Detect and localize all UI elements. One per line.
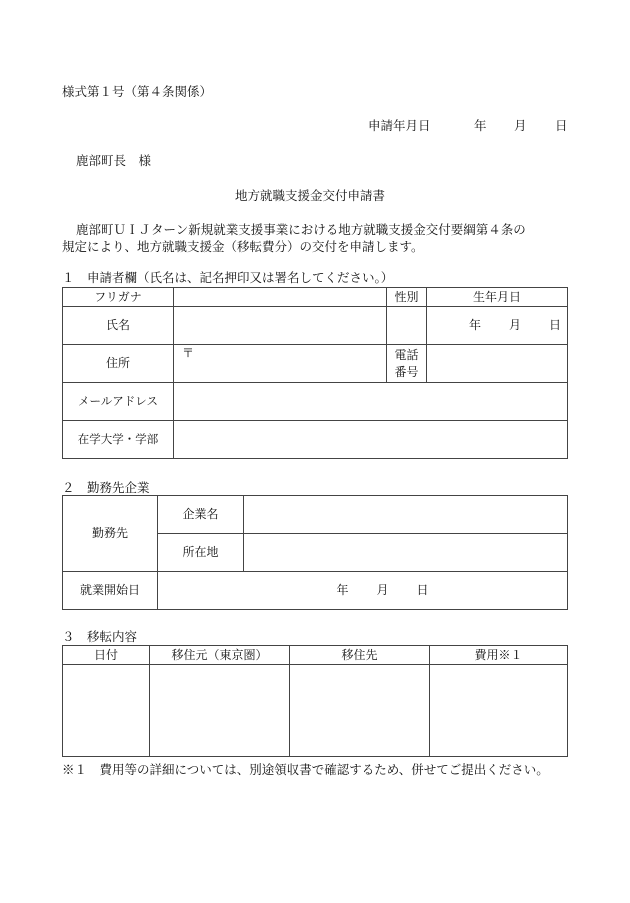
- column-header: 移住先: [290, 646, 430, 665]
- start-month: 月: [376, 583, 389, 598]
- start-date-field[interactable]: [158, 572, 568, 610]
- addressee: 鹿部町長 様: [76, 153, 152, 168]
- date-field[interactable]: [63, 665, 150, 757]
- footnote: ※１ 費用等の詳細については、別途領収書で確認するため、併せてご提出ください。: [62, 762, 549, 777]
- application-date-month: 月: [514, 118, 527, 133]
- document-title: 地方就職支援金交付申請書: [235, 188, 386, 203]
- relocation-table: [62, 645, 568, 757]
- form-number: 様式第１号（第４条関係）: [62, 84, 213, 99]
- section1-heading: １ 申請者欄（氏名は、記名押印又は署名してください。）: [62, 270, 394, 285]
- address-field[interactable]: [174, 345, 387, 383]
- intro-line-2: 規定により、地方就職支援金（移転費分）の交付を申請します。: [62, 239, 424, 254]
- phone-label-line1: 電話: [394, 348, 419, 363]
- application-date-day: 日: [555, 118, 568, 133]
- postal-mark: 〒: [182, 346, 195, 360]
- gender-field[interactable]: [387, 307, 427, 345]
- application-date-year: 年: [474, 118, 487, 133]
- birth-year: 年: [468, 318, 481, 333]
- workplace-table: [62, 495, 568, 610]
- birth-month: 月: [508, 318, 521, 333]
- email-label: メールアドレス: [63, 383, 174, 421]
- birth-day: 日: [548, 318, 561, 333]
- column-header: 日付: [63, 646, 150, 665]
- university-field[interactable]: [174, 421, 568, 459]
- address-label: 住所: [63, 345, 174, 383]
- furigana-label: フリガナ: [63, 288, 174, 307]
- origin-field[interactable]: [150, 665, 290, 757]
- intro-line-1: 鹿部町ＵＩＪターン新規就業支援事業における地方就職支援金交付要綱第４条の: [76, 222, 526, 237]
- furigana-field[interactable]: [174, 288, 387, 307]
- company-name-label: 企業名: [158, 496, 244, 534]
- section2-heading: ２ 勤務先企業: [62, 480, 150, 495]
- phone-field[interactable]: [427, 345, 568, 383]
- destination-field[interactable]: [290, 665, 430, 757]
- gender-label: 性別: [387, 288, 427, 307]
- birthdate-label: 生年月日: [427, 288, 568, 307]
- application-date-label: 申請年月日: [368, 118, 431, 133]
- phone-label-line2: 番号: [394, 364, 419, 379]
- column-header: 移住元（東京圏）: [150, 646, 290, 665]
- name-label: 氏名: [63, 307, 174, 345]
- location-label: 所在地: [158, 534, 244, 572]
- start-date-label: 就業開始日: [63, 572, 158, 610]
- cost-field[interactable]: [430, 665, 568, 757]
- section3-heading: ３ 移転内容: [62, 629, 138, 644]
- phone-label: [387, 345, 427, 383]
- birthdate-field[interactable]: [427, 307, 568, 345]
- start-day: 日: [416, 583, 429, 598]
- location-field[interactable]: [244, 534, 568, 572]
- workplace-label: 勤務先: [63, 496, 158, 572]
- email-field[interactable]: [174, 383, 568, 421]
- start-year: 年: [336, 583, 349, 598]
- university-label: 在学大学・学部: [63, 421, 174, 459]
- company-name-field[interactable]: [244, 496, 568, 534]
- column-header: 費用※１: [430, 646, 568, 665]
- name-field[interactable]: [174, 307, 387, 345]
- applicant-table: [62, 287, 568, 459]
